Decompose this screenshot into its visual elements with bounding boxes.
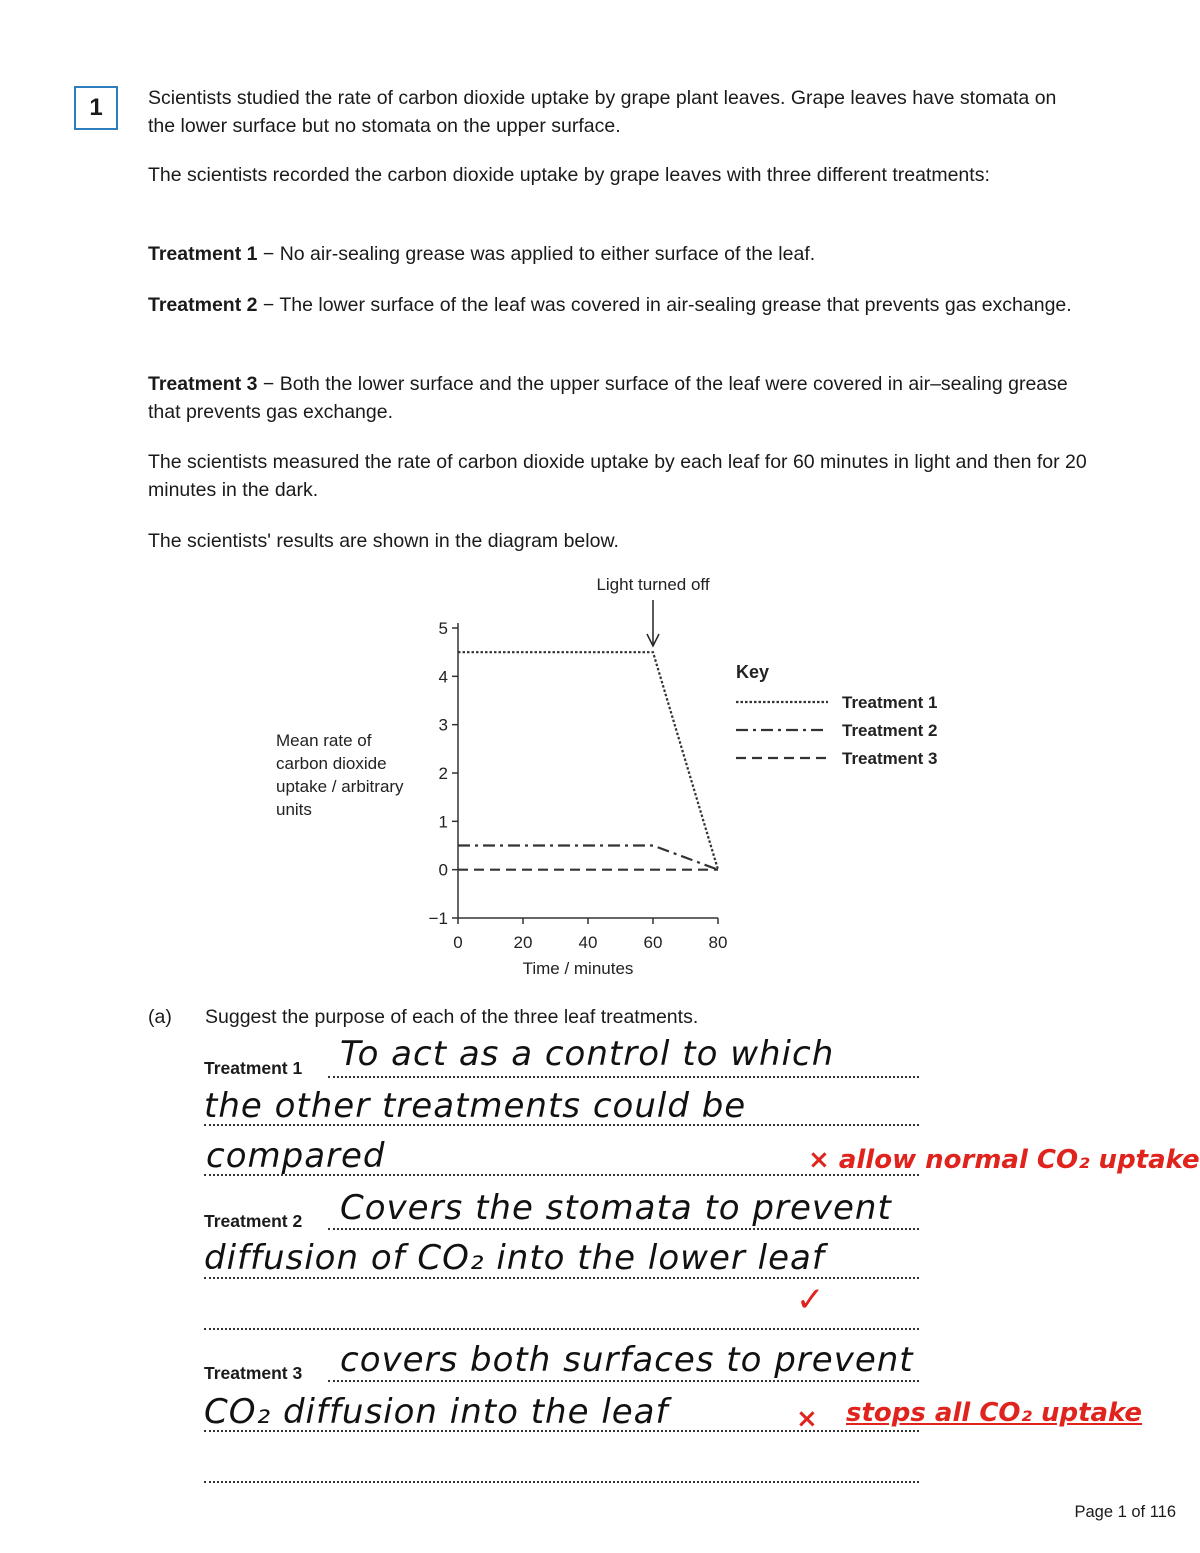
annotation-label: Light turned off	[596, 575, 710, 594]
treatment-2-label: Treatment 2	[148, 294, 258, 316]
answer-2-label: Treatment 2	[204, 1211, 303, 1231]
y-tick-label: 5	[438, 619, 448, 638]
treatment-1-label: Treatment 1	[148, 243, 258, 265]
measured-paragraph: The scientists measured the rate of carbon dioxide uptake by each leaf for 60 minutes in light and then for 20 minutes in the dark.	[148, 451, 1087, 501]
results-paragraph: The scientists' results are shown in the diagram below.	[148, 530, 619, 552]
legend-title: Key	[736, 662, 770, 682]
x-tick-label: 40	[578, 933, 598, 952]
answer-line	[328, 1076, 919, 1078]
handwritten-answer-3-line-2: CO₂ diffusion into the leaf	[204, 1392, 669, 1432]
x-tick-label: 20	[513, 933, 533, 952]
x-tick-label: 80	[708, 933, 728, 952]
y-tick-label: 3	[438, 715, 448, 735]
y-tick-label: −1	[428, 909, 448, 928]
treatment-1-text: − No air-sealing grease was applied to either surface of the leaf.	[257, 243, 816, 265]
answer-line	[328, 1228, 919, 1230]
legend-label-treatment-2: Treatment 2	[842, 721, 938, 740]
part-a-prompt: Suggest the purpose of each of the three leaf treatments.	[205, 1006, 699, 1028]
page-number: Page 1 of 116	[1074, 1503, 1176, 1521]
series-line-treatment-2	[458, 846, 718, 870]
question-number: 1	[89, 94, 103, 121]
treatment-2-text: − The lower surface of the leaf was covered in air-sealing grease that prevents gas exchange.	[257, 294, 1072, 316]
handwritten-answer-2-line-2: diffusion of CO₂ into the lower leaf	[204, 1238, 825, 1278]
treatment-1-description	[148, 240, 1088, 268]
handwritten-answer-3-line-1: covers both surfaces to prevent	[340, 1340, 914, 1380]
y-axis-label-line: units	[276, 800, 312, 819]
marker-comment-3: stops all CO₂ uptake	[846, 1398, 1143, 1428]
y-tick-label: 0	[438, 860, 448, 880]
answer-3-label: Treatment 3	[204, 1363, 303, 1383]
handwritten-answer-1-line-1: To act as a control to which	[340, 1034, 835, 1074]
y-tick-label: 2	[438, 764, 448, 783]
y-axis-label-line: Mean rate of	[276, 731, 372, 750]
x-tick-label: 60	[643, 933, 663, 952]
question-number-box	[74, 86, 118, 130]
tick-mark: ✓	[796, 1280, 825, 1320]
handwritten-answer-2-line-1: Covers the stomata to prevent	[340, 1188, 892, 1228]
y-axis-label-line: carbon dioxide	[276, 754, 387, 773]
recorded-paragraph: The scientists recorded the carbon dioxide uptake by grape leaves with three different treatments:	[148, 164, 990, 186]
series-line-treatment-1	[458, 652, 718, 869]
answer-1-label: Treatment 1	[204, 1058, 303, 1078]
answer-line	[328, 1380, 919, 1382]
handwritten-answer-1-line-3: compared	[206, 1136, 386, 1176]
handwritten-answer-1-line-2: the other treatments could be	[204, 1086, 747, 1126]
x-tick-label: 0	[453, 933, 463, 952]
co2-uptake-chart	[260, 568, 980, 988]
marker-comment-1: × allow normal CO₂ uptake	[808, 1145, 1200, 1175]
y-tick-label: 1	[438, 812, 448, 832]
treatment-2-description	[148, 291, 1088, 319]
treatment-3-label: Treatment 3	[148, 373, 258, 395]
legend-label-treatment-1: Treatment 1	[842, 693, 938, 712]
answer-line	[204, 1328, 919, 1330]
y-axis-label-line: uptake / arbitrary	[276, 777, 404, 796]
part-a-label: (a)	[148, 1006, 172, 1028]
cross-mark: ×	[796, 1404, 818, 1434]
answer-line	[204, 1481, 919, 1483]
y-tick-label: 4	[438, 667, 448, 687]
treatment-3-description	[148, 370, 1088, 426]
legend-label-treatment-3: Treatment 3	[842, 749, 938, 768]
treatment-3-text: − Both the lower surface and the upper surface of the leaf were covered in air–sealing grease that prevents gas exchange.	[148, 373, 1068, 423]
x-axis-label: Time / minutes	[522, 959, 634, 978]
intro-paragraph: Scientists studied the rate of carbon dioxide uptake by grape plant leaves. Grape leaves have stomata on the lower surface but no stomata on the upper surface.	[148, 87, 1057, 137]
